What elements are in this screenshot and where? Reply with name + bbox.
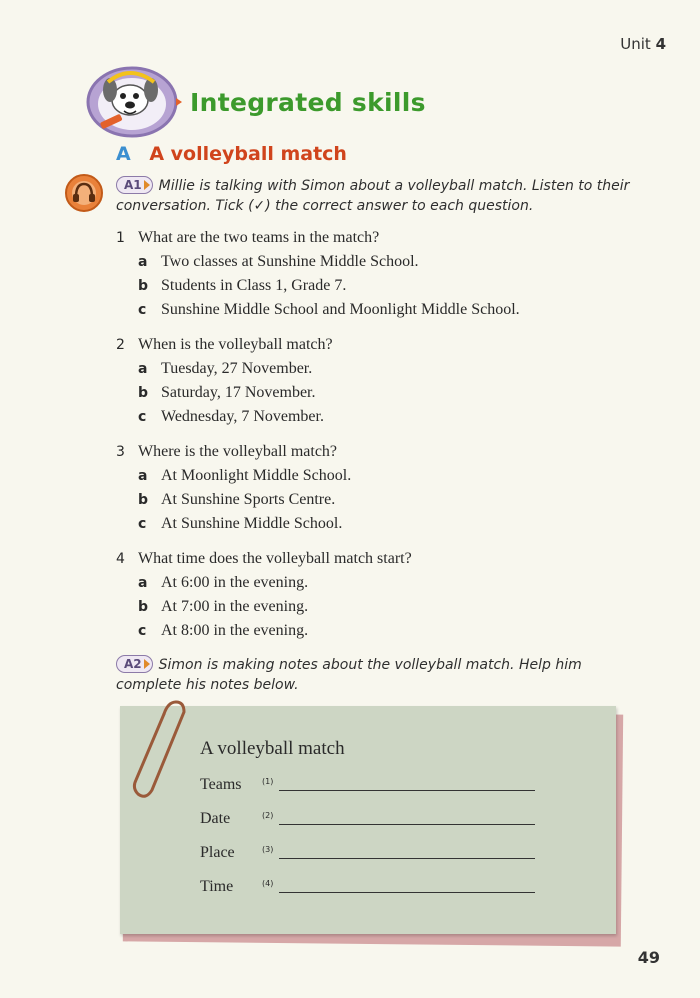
answer-option[interactable] — [116, 571, 656, 595]
question-text: Where is the volleyball match? — [138, 443, 338, 460]
question — [116, 440, 656, 536]
option-letter: a — [138, 575, 148, 591]
note-row-teams — [200, 776, 535, 794]
question — [116, 547, 656, 643]
question-text: What are the two teams in the match? — [138, 229, 380, 246]
option-letter: b — [138, 599, 149, 615]
option-letter: a — [138, 468, 148, 484]
answer-blank[interactable] — [279, 857, 535, 859]
answer-option[interactable] — [116, 464, 656, 488]
note-row-place — [200, 844, 535, 862]
paperclip-icon — [130, 694, 190, 804]
question-number: 4 — [116, 551, 125, 567]
answer-blank[interactable] — [279, 891, 535, 893]
answer-blank[interactable] — [279, 823, 535, 825]
option-text: At 7:00 in the evening. — [161, 598, 309, 615]
note-row-date — [200, 810, 535, 828]
question-text: When is the volleyball match? — [138, 336, 333, 353]
option-letter: c — [138, 623, 147, 639]
answer-option[interactable] — [116, 274, 656, 298]
question-list — [116, 226, 656, 654]
note-title: A volleyball match — [200, 738, 345, 759]
option-text: Tuesday, 27 November. — [161, 360, 313, 377]
headphones-icon — [64, 173, 104, 213]
a1-instruction-text: Millie is talking with Simon about a volleyball match. Listen to their conversation. Tick (✓) the correct answer to each question. — [116, 178, 630, 214]
answer-option[interactable] — [116, 250, 656, 274]
answer-option[interactable] — [116, 381, 656, 405]
option-letter: a — [138, 254, 148, 270]
option-text: Wednesday, 7 November. — [161, 408, 324, 425]
option-text: Sunshine Middle School and Moonlight Middle School. — [161, 301, 520, 318]
answer-option[interactable] — [116, 488, 656, 512]
option-text: Students in Class 1, Grade 7. — [161, 277, 347, 294]
note-label: Time — [200, 878, 234, 895]
note-row-time — [200, 878, 535, 896]
question-number: 3 — [116, 444, 125, 460]
question-number: 2 — [116, 337, 125, 353]
note-number: (2) — [262, 811, 274, 820]
option-letter: b — [138, 492, 149, 508]
option-text: At Sunshine Sports Centre. — [161, 491, 336, 508]
page-number: 49 — [637, 948, 660, 967]
note-label: Date — [200, 810, 231, 827]
option-text: At Moonlight Middle School. — [161, 467, 352, 484]
a1-instruction — [116, 176, 646, 216]
question — [116, 333, 656, 429]
note-number: (4) — [262, 879, 274, 888]
note-label: Teams — [200, 776, 242, 793]
a2-instruction-text: Simon is making notes about the volleyball match. Help him complete his notes below. — [116, 657, 582, 693]
unit-label — [620, 35, 666, 53]
a1-badge: A1 — [116, 176, 153, 194]
dog-mascot-icon — [80, 60, 190, 140]
a2-instruction — [116, 655, 646, 695]
sub-section-title — [116, 143, 347, 165]
a2-badge: A2 — [116, 655, 153, 673]
answer-blank[interactable] — [279, 789, 535, 791]
option-text: At Sunshine Middle School. — [161, 515, 343, 532]
answer-option[interactable] — [116, 619, 656, 643]
option-letter: a — [138, 361, 148, 377]
answer-option[interactable] — [116, 298, 656, 322]
option-text: Saturday, 17 November. — [161, 384, 316, 401]
question-text: What time does the volleyball match start? — [138, 550, 412, 567]
answer-option[interactable] — [116, 357, 656, 381]
option-letter: b — [138, 278, 149, 294]
answer-option[interactable] — [116, 512, 656, 536]
answer-option[interactable] — [116, 595, 656, 619]
note-label: Place — [200, 844, 235, 861]
option-text: Two classes at Sunshine Middle School. — [161, 253, 419, 270]
answer-option[interactable] — [116, 405, 656, 429]
sub-section-letter: A — [116, 143, 131, 165]
option-letter: c — [138, 409, 147, 425]
sub-section-text: A volleyball match — [149, 143, 347, 165]
section-title: Integrated skills — [190, 88, 426, 117]
note-number: (1) — [262, 777, 274, 786]
option-letter: c — [138, 302, 147, 318]
unit-word: Unit — [620, 35, 651, 53]
question-number: 1 — [116, 230, 125, 246]
option-text: At 8:00 in the evening. — [161, 622, 309, 639]
option-letter: c — [138, 516, 147, 532]
option-letter: b — [138, 385, 149, 401]
unit-number: 4 — [655, 35, 666, 53]
question — [116, 226, 656, 322]
option-text: At 6:00 in the evening. — [161, 574, 309, 591]
note-number: (3) — [262, 845, 274, 854]
